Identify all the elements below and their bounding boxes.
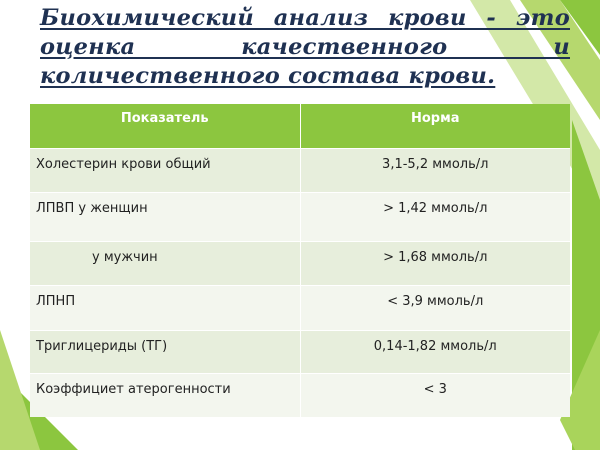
indicator-cell: ЛПНП: [30, 285, 300, 330]
table-row: [30, 285, 570, 330]
slide-title: Биохимический анализ крови - это оценка качественного и количественного состава крови.: [40, 5, 570, 89]
table-header-row: [30, 104, 570, 148]
norm-cell: < 3: [300, 373, 570, 417]
table-row: [30, 373, 570, 417]
indicator-cell: ЛПВП у женщин: [30, 192, 300, 241]
table-row: [30, 192, 570, 241]
indicator-cell: Коэффициет атерогенности: [30, 373, 300, 417]
table-row: [30, 241, 570, 285]
header-indicator: Показатель: [30, 104, 300, 148]
norm-cell: > 1,42 ммоль/л: [300, 192, 570, 241]
norm-cell: 0,14-1,82 ммоль/л: [300, 330, 570, 373]
table-row: [30, 148, 570, 192]
header-norm: Норма: [300, 104, 570, 148]
norm-cell: < 3,9 ммоль/л: [300, 285, 570, 330]
indicator-cell: Триглицериды (ТГ): [30, 330, 300, 373]
norm-cell: > 1,68 ммоль/л: [300, 241, 570, 285]
indicator-cell: Холестерин крови общий: [30, 148, 300, 192]
norm-cell: 3,1-5,2 ммоль/л: [300, 148, 570, 192]
table-row: [30, 330, 570, 373]
norms-table: [30, 104, 570, 417]
indicator-cell: у мужчин: [30, 241, 300, 285]
